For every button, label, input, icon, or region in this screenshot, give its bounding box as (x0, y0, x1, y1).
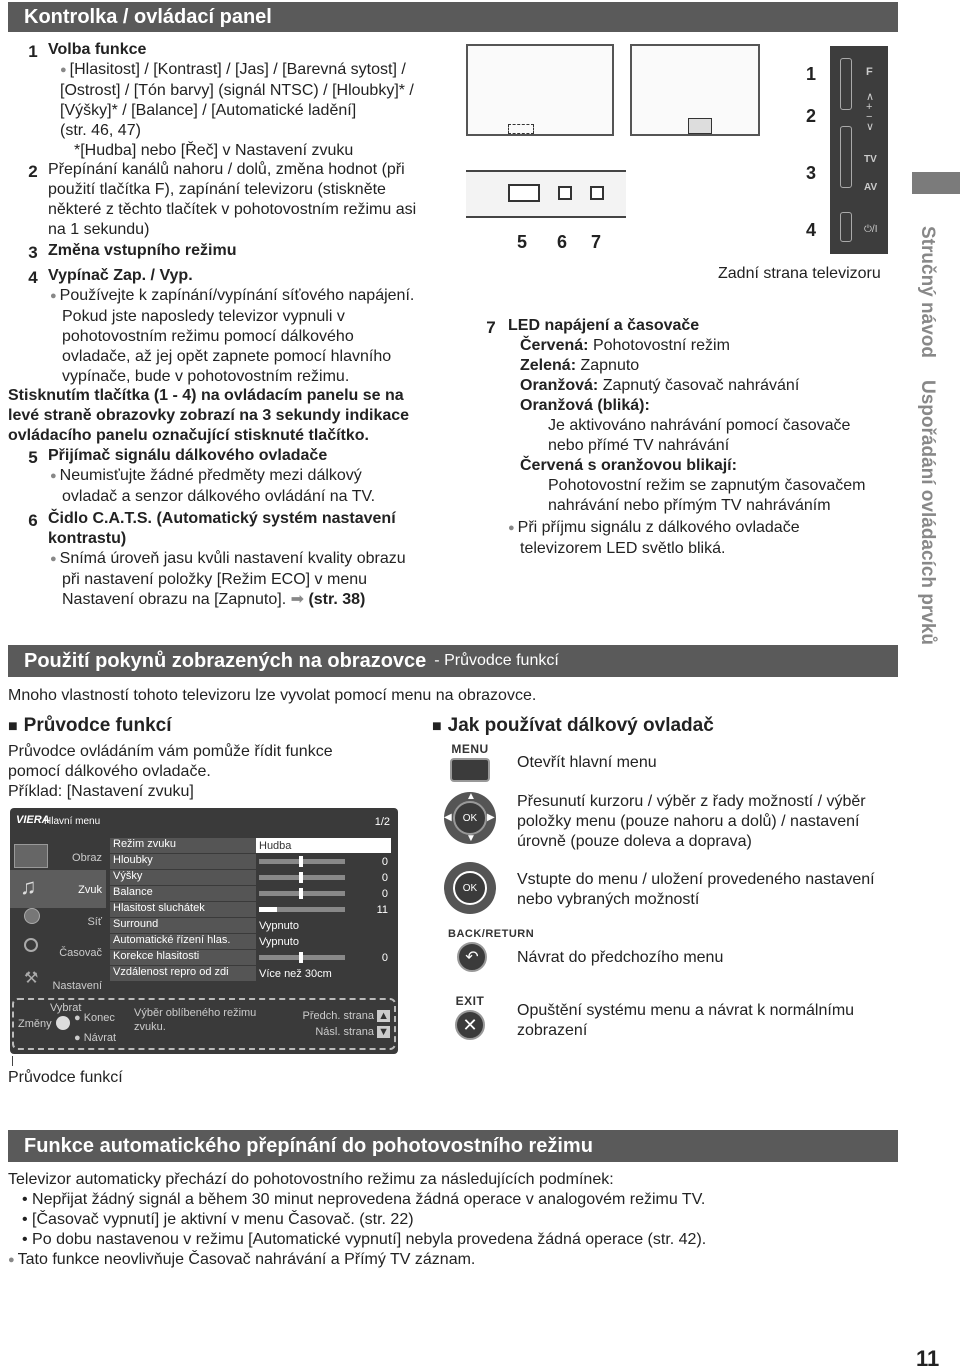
power-icon: ⏻/I (864, 224, 878, 235)
text-line: ovladače, až jej opět zapnete pomocí hlavního (62, 348, 392, 365)
guide-next-label: Násl. strana (315, 1026, 375, 1038)
led-label: Zelená: (520, 357, 577, 374)
slider-bar[interactable] (259, 859, 345, 864)
text-line: Stisknutím tlačítka (1 - 4) na ovládacím panelu se na (8, 387, 404, 404)
label-7: 7 (591, 232, 602, 252)
sidebar-item-obraz[interactable]: Obraz (72, 852, 102, 864)
back-button[interactable]: ↶ (457, 942, 487, 972)
page-number: 11 (916, 1346, 940, 1371)
led-label: Oranžová: (520, 377, 599, 394)
item-title: Volba funkce (48, 41, 147, 58)
text-line: při nastavení položky [Režim ECO] v menu (62, 571, 368, 588)
remote-sensor (508, 184, 540, 202)
menu-row-value-area (256, 934, 391, 949)
tv-sensor-area (508, 124, 534, 134)
guide-change: Změny (18, 1018, 52, 1030)
main-menu-screenshot (10, 808, 398, 1054)
menu-row-value: Vypnuto (259, 935, 299, 948)
item-title: Čidlo C.A.T.S. (Automatický systém nastavení (48, 510, 396, 527)
menu-row[interactable] (110, 950, 391, 965)
led-value: Zapnutý časovač nahrávání (602, 377, 800, 394)
volume-up-down-icon: ∧ + − ∨ (866, 91, 875, 133)
guide-next (315, 1026, 390, 1038)
subsection-heading (8, 716, 172, 737)
ok-button[interactable]: OK (453, 871, 487, 905)
slider-knob (299, 872, 303, 883)
menu-row-label: Výšky (110, 870, 256, 885)
menu-row-value-area (256, 886, 391, 901)
item-title: Přijímač signálu dálkového ovladače (48, 447, 328, 464)
page-ref: (str. 38) (308, 591, 366, 608)
slider-knob (299, 888, 303, 899)
guide-description (8, 742, 333, 802)
item-number: 3 (28, 243, 38, 262)
text-line: vypínače, bude v pohotovostním režimu. (62, 368, 350, 385)
item-6 (48, 509, 468, 610)
menu-row[interactable] (110, 934, 391, 949)
menu-list (110, 838, 391, 982)
text-line: nebo přímé TV nahrávání (548, 437, 730, 454)
item-7 (508, 316, 908, 559)
item-number: 6 (28, 511, 38, 530)
side-tab-label: Stručný návod (917, 226, 938, 358)
led-label: Červená s oranžovou blikají: (520, 457, 737, 474)
arrow-left-icon: ◀ (444, 812, 452, 823)
side-tab-section: Uspořádání ovládacích prvků (917, 380, 938, 646)
av-button-label: AV (864, 182, 878, 193)
ok-button[interactable]: OK (453, 801, 487, 835)
globe-icon (24, 908, 40, 924)
slider-bar[interactable] (259, 907, 345, 912)
panel-num: 2 (806, 106, 817, 126)
panel-num: 3 (806, 163, 817, 183)
text-line: televizorem LED světlo bliká. (520, 540, 726, 557)
led-label: Červená: (520, 337, 589, 354)
section-title: Použití pokynů zobrazených na obrazovce (24, 649, 427, 672)
text-line: Vstupte do menu / uložení provedeného nastavení (517, 871, 875, 888)
guide-back: ● Návrat (74, 1032, 117, 1044)
text-line: Televizor automaticky přechází do pohotovostního režimu za následujících podmínek: (8, 1171, 614, 1188)
menu-title: Hlavní menu (44, 816, 101, 827)
text-line: pohotovostním režimu pomocí dálkového (62, 328, 354, 345)
caption-pointer (12, 1056, 13, 1066)
menu-row[interactable] (110, 966, 391, 981)
subsection-heading (432, 716, 714, 737)
menu-row[interactable] (110, 902, 391, 917)
label-6: 6 (557, 232, 568, 252)
section-header-control-panel (8, 2, 898, 32)
bullet-item: • [Časovač vypnutí] je aktivní v menu Časovač. (str. 22) (22, 1211, 414, 1228)
f-button-label: F (866, 66, 873, 78)
remote-desc-ok (517, 870, 875, 910)
item-2 (48, 160, 468, 240)
menu-row-value: Více než 30cm (259, 967, 332, 980)
menu-row[interactable] (110, 870, 391, 885)
text-line: ● Při příjmu signálu z dálkového ovladače (508, 518, 908, 539)
text-line: pomocí dálkového ovladače. (8, 763, 211, 780)
text-line: ● Neumisťujte žádné předměty mezi dálkový (50, 466, 468, 487)
text-line: Pohotovostní režim se zapnutým časovačem (548, 477, 866, 494)
arrow-right-icon: ▶ (487, 812, 495, 823)
back-return-key (448, 928, 535, 972)
text-line: nahrávání nebo přímým TV nahráváním (548, 497, 831, 514)
item-title: Vypínač Zap. / Vyp. (48, 267, 193, 284)
heading-text: Jak používat dálkový ovladač (447, 715, 714, 736)
item-title: LED napájení a časovače (508, 317, 700, 334)
text-line: ● Používejte k zapínání/vypínání síťového napájení. (50, 286, 468, 307)
item-5 (48, 446, 468, 507)
side-tab-marker (912, 172, 960, 194)
menu-row-label: Balance (110, 886, 256, 901)
tv-bottom-figure (466, 170, 626, 220)
key-label: EXIT (455, 994, 485, 1008)
menu-row-value: 0 (381, 855, 388, 868)
sidebar-item-sit[interactable]: Síť (87, 916, 102, 928)
text-line: použití tlačítka F), zapínání televizoru (stiskněte (48, 181, 386, 198)
key-label: MENU (451, 742, 489, 756)
bullet-text: Nepřijat žádný signál a během 30 minut neprovedena žádná operace v analogovém režimu TV. (32, 1191, 706, 1208)
slider-knob (299, 952, 303, 963)
panel-num: 1 (806, 64, 817, 84)
function-guide-box (12, 998, 396, 1050)
text-line: ● Snímá úroveň jasu kvůli nastavení kvality obrazu (50, 549, 468, 570)
section-title: Kontrolka / ovládací panel (24, 5, 272, 28)
menu-button[interactable] (450, 758, 490, 782)
slider-knob (299, 856, 303, 867)
menu-row-value-area (256, 966, 391, 981)
exit-button[interactable]: ✕ (455, 1010, 485, 1040)
text-line: zobrazení (517, 1022, 588, 1039)
item-title-cont: kontrastu) (48, 530, 127, 547)
picture-icon (14, 844, 48, 868)
panel-num: 4 (806, 220, 817, 240)
led-label: Oranžová (bliká): (520, 397, 650, 414)
tv-stand-mount (688, 118, 712, 134)
guide-exit: ● Konec (74, 1012, 115, 1024)
menu-row-value-area (256, 950, 391, 965)
menu-row-value: Vypnuto (259, 919, 299, 932)
exit-key (450, 994, 490, 1040)
guide-caption: Průvodce funkcí (8, 1069, 123, 1086)
text-line: Je aktivováno nahrávání pomocí časovače (548, 417, 851, 434)
text-line: úrovně (pouze doleva a doprava) (517, 833, 752, 850)
panel-slot (840, 212, 852, 242)
label-5: 5 (517, 232, 528, 252)
menu-row-label: Surround (110, 918, 256, 933)
remote-desc: Otevřít hlavní menu (517, 754, 657, 771)
text-line: ovladač a senzor dálkového ovládání na TV. (62, 488, 376, 505)
guide-fav: Výběr oblíbeného režimu zvuku. (134, 1007, 257, 1033)
section-intro: Mnoho vlastností tohoto televizoru lze vyvolat pomocí menu na obrazovce. (8, 687, 537, 704)
text-line: [Výšky]* / [Balance] / [Automatické ladění] (60, 102, 357, 119)
cats-sensor (558, 186, 572, 200)
item-number: 1 (28, 42, 38, 61)
panel-slot (840, 126, 852, 188)
text-line: položky menu (pouze nahoru a dolů) / nastavení (517, 813, 860, 830)
menu-page: 1/2 (374, 816, 390, 828)
menu-row-label: Režim zvuku (110, 838, 256, 853)
down-arrow-icon: ▼ (378, 1026, 389, 1038)
clock-icon (24, 938, 38, 952)
bullet-text: [Časovač vypnutí] je aktivní v menu Časovač. (str. 22) (32, 1211, 414, 1228)
menu-row-value-area (256, 902, 391, 917)
item-title: Změna vstupního režimu (48, 242, 237, 259)
guide-exit-label: Konec (83, 1012, 115, 1024)
tv-front-figure (466, 44, 756, 138)
menu-row-value-area (256, 870, 391, 885)
slider-bar[interactable] (259, 891, 345, 896)
sidebar-item-casovac[interactable]: Časovač (59, 947, 102, 959)
menu-row-value: 11 (376, 903, 388, 916)
text-line: [Ostrost] / [Tón barvy] (signál NTSC) / [Hloubky]* / (60, 82, 414, 99)
heading-text: Průvodce funkcí (23, 715, 172, 736)
menu-row[interactable] (110, 854, 391, 869)
bullet-text: Po dobu nastavenou v režimu [Automatické vypnutí] nebyla provedena žádná operace (str. 42). (32, 1231, 707, 1248)
item-number: 2 (28, 162, 38, 181)
text-line: ovládacího panelu označující stisknuté tlačítko. (8, 427, 369, 444)
menu-row-value: Hudba (259, 839, 292, 852)
brand-logo: VIERA (16, 814, 50, 826)
text-line: některé z těchto tlačítek v pohotovostním režimu asi (48, 201, 417, 218)
remote-desc-exit (517, 1001, 854, 1041)
text-line: Přepínání kanálů nahoru / dolů, změna hodnot (při (48, 161, 405, 178)
remote-desc-back: Návrat do předchozího menu (517, 949, 724, 966)
item-number: 5 (28, 448, 38, 467)
side-control-panel (830, 46, 888, 254)
key-label: BACK/RETURN (448, 928, 535, 940)
menu-row-label: Hlasitost sluchátek (110, 902, 256, 917)
dpad-arrows[interactable] (444, 792, 496, 844)
wrench-icon: ⚒ (24, 970, 39, 987)
text-line: na 1 sekundu) (48, 221, 150, 238)
section-header-onscreen (8, 645, 898, 677)
guide-prev-label: Předch. strana (302, 1010, 375, 1022)
slider-bar[interactable] (259, 955, 345, 960)
menu-key (450, 742, 490, 782)
guide-select: Vybrat (50, 1002, 82, 1014)
item-number: 7 (486, 318, 496, 337)
menu-row[interactable] (110, 838, 391, 853)
item-1 (48, 40, 468, 161)
dpad-ok[interactable] (444, 862, 496, 914)
section-subtitle: - Průvodce funkcí (434, 652, 559, 669)
led-value: Zapnuto (580, 357, 640, 374)
section-header-auto-standby (8, 1130, 898, 1162)
note-line: ● Tato funkce neovlivňuje Časovač nahrávání a Přímý TV záznam. (8, 1250, 888, 1271)
text-line: *[Hudba] nebo [Řeč] v Nastavení zvuku (74, 142, 354, 159)
figure-caption: Zadní strana televizoru (718, 265, 881, 282)
text-line: ● [Hlasitost] / [Kontrast] / [Jas] / [Barevná sytost] / (60, 60, 468, 81)
menu-row-value-area (256, 918, 391, 933)
tv-front-illustration (466, 44, 614, 136)
menu-row-label: Vzdálenost repro od zdi (110, 966, 256, 981)
menu-sidebar (10, 834, 106, 1000)
arrow-right-icon: ➡ (290, 591, 304, 608)
sidebar-item-zvuk[interactable]: Zvuk (78, 884, 102, 896)
music-note-icon: ♫ (20, 874, 37, 899)
slider-bar[interactable] (259, 875, 345, 880)
menu-row-label: Automatické řízení hlas. (110, 934, 256, 949)
remote-desc-dpad (517, 792, 866, 852)
menu-row-label: Korekce hlasitosti (110, 950, 256, 965)
menu-row-label: Hloubky (110, 854, 256, 869)
menu-row[interactable] (110, 886, 391, 901)
notice (8, 386, 468, 446)
menu-row-value: 0 (381, 951, 388, 964)
dpad-icon (56, 1016, 70, 1030)
item-4 (48, 266, 468, 387)
sidebar-item-nastaveni[interactable]: Nastavení (52, 980, 102, 992)
text-line: (str. 46, 47) (60, 122, 141, 139)
bullet-item: • Po dobu nastavenou v režimu [Automatické vypnutí] nebyla provedena žádná operace (str. 42). (22, 1231, 707, 1248)
text-line: Přesunutí kurzoru / výběr z řady možností / výběr (517, 793, 866, 810)
menu-row[interactable] (110, 918, 391, 933)
menu-row-value-area (256, 838, 391, 853)
text-line: nebo vybraných možností (517, 891, 700, 908)
menu-row-value: 0 (381, 887, 388, 900)
item-number: 4 (28, 268, 38, 287)
text-line: Pokud jste naposledy televizor vypnuli v (62, 308, 345, 325)
up-arrow-icon: ▲ (378, 1010, 389, 1022)
menu-row-value-area (256, 854, 391, 869)
auto-standby-text (8, 1170, 888, 1271)
section-title: Funkce automatického přepínání do pohotovostního režimu (24, 1134, 593, 1157)
text-line: levé straně obrazovky zobrazí na 3 sekundy indikace (8, 407, 410, 424)
guide-back-label: Návrat (83, 1032, 117, 1044)
tv-button-label: TV (864, 154, 877, 165)
slider-fill (259, 907, 277, 912)
menu-row-value: 0 (381, 871, 388, 884)
arrow-up-icon: ▲ (466, 791, 476, 802)
panel-slot (840, 58, 852, 110)
bullet-item: • Nepřijat žádný signál a během 30 minut neprovedena žádná operace v analogovém režimu TV. (22, 1191, 706, 1208)
text-line: Opuštění systému menu a návrat k normálnímu (517, 1002, 855, 1019)
text-line: Průvodce ovládáním vám pomůže řídit funkce (8, 743, 333, 760)
guide-prev (303, 1010, 391, 1022)
led-value: Pohotovostní režim (592, 337, 730, 354)
power-led (590, 186, 604, 200)
example-label: Příklad: [Nastavení zvuku] (8, 783, 194, 800)
text-line: Nastavení obrazu na [Zapnuto]. (62, 591, 287, 608)
arrow-down-icon: ▼ (466, 833, 476, 844)
